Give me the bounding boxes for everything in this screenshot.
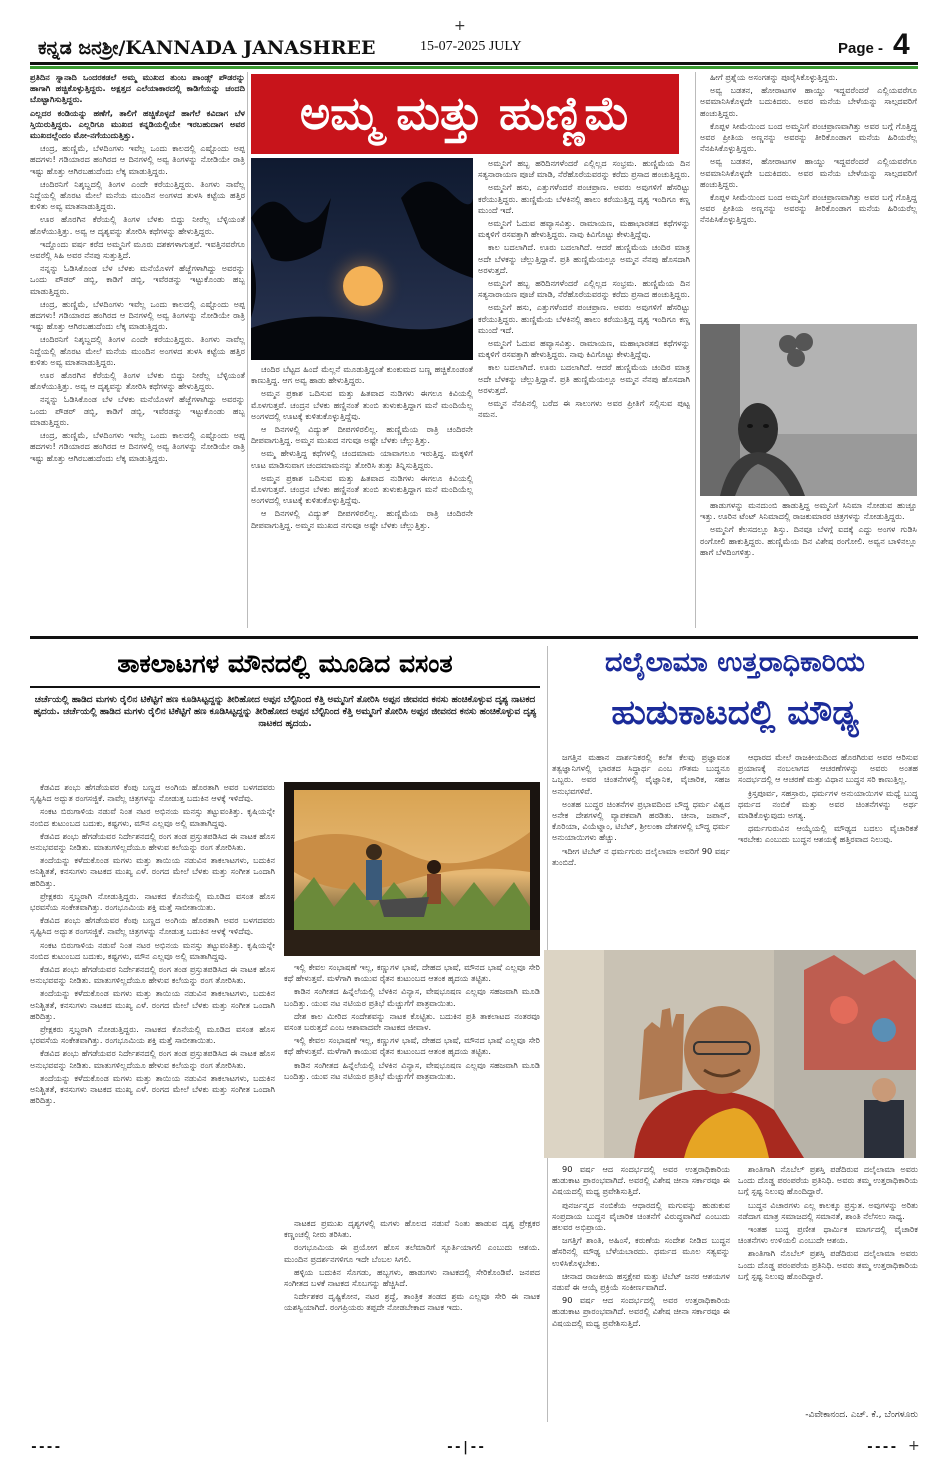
article2-column-2 [284, 962, 540, 1212]
paragraph: ತಂದೆಯನ್ನು ಕಳೆದುಕೊಂಡ ಮಗಳು ಮತ್ತು ತಾಯಿಯ ನಡುವಿನ ತಾಕಲಾಟಗಳು, ಬದುಕಿನ ಅನಿಶ್ಚಿತತೆ, ಕನಸುಗಳು ನಾಟಕದ ಮುಖ್ಯ ಎಳೆ. ರಂಗದ ಮೇಲೆ ಬೆಳಕು ಮತ್ತು ಸಂಗೀತ ಒಂದಾಗಿ ಹರಿದಿತ್ತು. [30, 855, 275, 888]
paragraph: ಕಾಡಿನ ಸಂಗೀತದ ಹಿನ್ನೆಲೆಯಲ್ಲಿ ಬೆಳಕಿನ ವಿನ್ಯಾಸ, ವೇಷಭೂಷಣ ಎಲ್ಲವೂ ಸಹಜವಾಗಿ ಮೂಡಿ ಬಂದಿತ್ತು. ಯುವ ನಟ ನಟಿಯರ ಪ್ರತಿಭೆ ಮೆಚ್ಚುಗೆಗೆ ಪಾತ್ರವಾಯಿತು. [284, 1059, 540, 1081]
paragraph: ಕೊಪ್ಪಳ ಸೀಮೆಯಿಂದ ಬಂದ ಅಮ್ಮನಿಗೆ ಪಂಚಪ್ರಾಣವಾಗಿತ್ತು ಅವರ ಬಗ್ಗೆ ಗೊತ್ತಿದ್ದ ಅವರ ಪ್ರೀತಿಯ ಅಣ್ಣನನ್ನು ಅವರನ್ನು ತೀರಿಕೊಂಡಾಗ ಮನೆಯ ಹಿರಿಯರೆಲ್ಲ ನೆನಪಿಸಿಕೊಳ್ಳುತ್ತಿದ್ದರು. [700, 120, 917, 154]
footer-center-mark: --|-- [446, 1440, 486, 1455]
paragraph: ಚಂದಿರ ಬೆಟ್ಟದ ಹಿಂದೆ ಮೆಲ್ಲನೆ ಮೂಡುತ್ತಿದ್ದಂತೆ ಕುಂಕುಮದ ಬಣ್ಣ ಹಚ್ಚಿಕೊಂಡಂತೆ ಕಾಣುತ್ತಿದ್ದ. ಆಗ ಅವ್ವ ಹಾಡು ಹೇಳುತ್ತಿದ್ದರು. [251, 364, 473, 386]
paragraph: ಜಗತ್ತಿನ ಮಹಾನ ದಾರ್ಶನಿಕರಲ್ಲಿ ಕಲೆತ ಕೆಲವು ಪ್ರಜ್ಞಾವಂತ ತತ್ವಜ್ಞಾನಿಗಳಲ್ಲಿ ಭಾರತದ ಸಿದ್ಧಾರ್ಥ ಎಂಬ ಗೌತಮ ಬುದ್ಧನೂ ಒಬ್ಬರು. ಅವರ ಚಿಂತನೆಗಳಲ್ಲಿ ವೈಜ್ಞಾನಿಕ, ವೈಚಾರಿಕ, ಸಹಜ ಅನುಭವಗಳಿವೆ. [552, 752, 730, 796]
paragraph: ಅಮ್ಮನಿಗೆ ಹಬ್ಬ ಹರಿದಿನಗಳೆಂದರೆ ಎಲ್ಲಿಲ್ಲದ ಸಂಭ್ರಮ. ಹುಣ್ಣಿಮೆಯ ದಿನ ಸತ್ಯನಾರಾಯಣ ಪೂಜೆ ಮಾಡಿ, ನೆರೆಹೊರೆಯವರನ್ನು ಕರೆದು ಪ್ರಸಾದ ಹಂಚುತ್ತಿದ್ದರು. [478, 158, 690, 180]
dalai-lama-photo [544, 950, 916, 1158]
paragraph: ಕಾಡಿನ ಸಂಗೀತದ ಹಿನ್ನೆಲೆಯಲ್ಲಿ ಬೆಳಕಿನ ವಿನ್ಯಾಸ, ವೇಷಭೂಷಣ ಎಲ್ಲವೂ ಸಹಜವಾಗಿ ಮೂಡಿ ಬಂದಿತ್ತು. ಯುವ ನಟ ನಟಿಯರ ಪ್ರತಿಭೆ ಮೆಚ್ಚುಗೆಗೆ ಪಾತ್ರವಾಯಿತು. [284, 986, 540, 1008]
paragraph: ಅಮ್ಮನ ಪ್ರಕಾಶ ಒದಿಸುವ ಮತ್ತು ಹಿತವಾದ ನುಡಿಗಳು ಈಗಲೂ ಕಿವಿಯಲ್ಲಿ ಮೊಳಗುತ್ತವೆ. ಚಂದ್ರನ ಬೆಳಕು ಹಣ್ಣಿನಂತೆ ತುಂಬಿ ತುಳುಕುತ್ತಿದ್ದಾಗ ಮನೆ ಮಂದಿಯೆಲ್ಲ ಅಂಗಳದಲ್ಲಿ ಊಟಕ್ಕೆ ಕುಳಿತುಕೊಳ್ಳುತ್ತಿದ್ದೆವು. [251, 472, 473, 506]
lead-text: ಚರ್ಚೆಯಲ್ಲಿ ಹಾಡಿದ ಮಗಳು ರೈಲಿನ ಟಿಕೆಟ್ಟಿಗೆ ಹಣ ಕೂಡಿಸಿಟ್ಟದ್ದನ್ನು ತೀರಿಹೋದ ಅಪ್ಪನ ಬೆಲ್ಟಿನಿಂದ ಕೆತ್ತಿ ಅಮ್ಮನಿಗೆ ತೋರಿಸಿ ಅಪ್ಪನ ಜೀವನದ ಕನಸು ಹಂಚಿಕೊಳ್ಳುವ ದೃಶ್ಯ ನಾಟಕದ ಹೃದಯ. [62, 707, 537, 729]
paragraph: ಬುದ್ಧನ ವಿಚಾರಗಳು ಎಲ್ಲ ಕಾಲಕ್ಕೂ ಪ್ರಸ್ತುತ. ಅವುಗಳನ್ನು ಅರಿತು ನಡೆದಾಗ ಮಾತ್ರ ಸಮಾಜದಲ್ಲಿ ಸಮಾನತೆ, ಶಾಂತಿ ನೆಲೆಸಲು ಸಾಧ್ಯ. [738, 1199, 918, 1221]
paper-name: KANNADA JANASHREE [125, 37, 376, 59]
paragraph: ಚೀನಾದ ರಾಜಕೀಯ ಹಸ್ತಕ್ಷೇಪ ಮತ್ತು ಟಿಬೆಟ್ ಜನರ ಆಶಯಗಳ ನಡುವೆ ಈ ಆಯ್ಕೆ ಪ್ರಕ್ರಿಯೆ ಸಂಕೀರ್ಣವಾಗಿದೆ. [552, 1270, 730, 1293]
paragraph: ಚಂದ್ರ, ಹುಣ್ಣಿಮೆ, ಬೆಳದಿಂಗಳು ಇವೆಲ್ಲ ಒಂದು ಕಾಲದಲ್ಲಿ ಎಷ್ಟೊಂದು ಅಪ್ಪ ಹದಗಳು! ಗಡಿಯಾರದ ಹಂಗಿರದ ಆ ದಿನಗಳಲ್ಲಿ ಅವ್ವ ತಿಂಗಳನ್ನು ನೋಡಿಯೇ ರಾತ್ರಿ ಇಷ್ಟು ಹೊತ್ತು ಆಗಿರಬಹುದೆಂದು ಲೆಕ್ಕ ಮಾಡುತ್ತಿದ್ದರು. [30, 298, 245, 332]
article1-column-1 [30, 72, 245, 628]
paragraph: ಅವ್ವ ಬಡತನ, ಹೋರಾಟಗಳ ಹಾಯ್ದು ಇದ್ದವರೆಂದರೆ ಎಲ್ಲಿಯವರೆಗೂ ಅವಮಾನಿಸಿಕೊಳ್ಳದೇ ಬದುಕಿದರು. ಅವರ ಮನೆಯ ಬೇಳೆಯನ್ನು ಸಾಲ್ಗದವರಿಗೆ ಹಂಚುತ್ತಿದ್ದರು. [700, 156, 917, 189]
paragraph: ಅಮ್ಮ ಹೇಳುತ್ತಿದ್ದ ಕಥೆಗಳಲ್ಲಿ ಚಂದಮಾಮ ಯಾವಾಗಲೂ ಇರುತ್ತಿದ್ದ. ಮಕ್ಕಳಿಗೆ ಊಟ ಮಾಡಿಸುವಾಗ ಚಂದಮಾಮನನ್ನು ತೋರಿಸಿ ತುತ್ತು ತಿನ್ನಿಸುತ್ತಿದ್ದರು. [251, 448, 473, 470]
paragraph: ಇಲ್ಲಿ ಕೇವಲ ಸಂಭಾಷಣೆ ಇಲ್ಲ, ಕಣ್ಣುಗಳ ಭಾಷೆ, ದೇಹದ ಭಾಷೆ, ಮೌನದ ಭಾಷೆ ಎಲ್ಲವೂ ಸೇರಿ ಕಥೆ ಹೇಳುತ್ತವೆ. ಮಳೆಗಾಗಿ ಕಾಯುವ ರೈತನ ಕುಟುಂಬದ ಆತಂಕ ಹೃದಯ ತಟ್ಟಿತು. [284, 962, 540, 984]
article3-headline-line1: ದಲೈಲಾಮಾ ಉತ್ತರಾಧಿಕಾರಿಯ [605, 647, 865, 678]
paragraph: ಅಮ್ಮನಿಗೆ ಓದುವ ಹವ್ಯಾಸವಿತ್ತು. ರಾಮಾಯಣ, ಮಹಾಭಾರತದ ಕಥೆಗಳನ್ನು ಮಕ್ಕಳಿಗೆ ರಸವತ್ತಾಗಿ ಹೇಳುತ್ತಿದ್ದರು. ನಾವು ಕಿವಿಗೊಟ್ಟು ಕೇಳುತ್ತಿದ್ದೆವು. [478, 218, 690, 240]
paragraph: ನಾಟಕದ ಪ್ರಮುಖ ದೃಶ್ಯಗಳಲ್ಲಿ ಮಗಳು ಹೊಲದ ನಡುವೆ ನಿಂತು ಹಾಡುವ ದೃಶ್ಯ ಪ್ರೇಕ್ಷಕರ ಕಣ್ಣಂಚಲ್ಲಿ ನೀರು ತರಿಸಿತು. [284, 1218, 540, 1240]
headline-text: ಅಮ್ಮ ಮತ್ತು ಹುಣ್ಣಿಮೆ [299, 86, 631, 140]
article3-column-4 [738, 1164, 918, 1408]
paragraph: ಸಂಕಟ ಬಿರುಗಾಳಿಯ ನಡುವೆ ನಿಂತ ನಟರ ಅಭಿನಯ ಮನಸ್ಸು ತಟ್ಟುವಂತಿತ್ತು. ಕೃಷಿಯನ್ನೇ ನಂಬಿದ ಕುಟುಂಬದ ಬದುಕು, ಕಷ್ಟಗಳು, ಮೌನ ಎಲ್ಲವೂ ಅಲ್ಲಿ ಮಾತಾಗಿದ್ದವು. [30, 806, 275, 828]
moon-photo [251, 158, 473, 360]
paragraph: ಆಧಾರದ ಮೇಲೆ ರಾಜಕೀಯದಿಂದ ಹೊರಗಿರುವ ಅವರ ಆರಿಸುವ ಪ್ರಯಾಣಕ್ಕೆ ನಂಬಲಾಗದ ಆಚರಣೆಗಳನ್ನು ಅವರು ಅಂತಹ ಸಂದರ್ಭದಲ್ಲಿ ಆ ಆಚರಣೆ ಮತ್ತು ವಿಧಾನ ಬುದ್ಧನ ಸರಿ ಕಾಣುತ್ತಿಲ್ಲ. [738, 752, 918, 785]
paragraph: ನಿರ್ದೇಶಕರ ದೃಷ್ಟಿಕೋನ, ನಟರ ಶ್ರದ್ಧೆ, ತಾಂತ್ರಿಕ ತಂಡದ ಶ್ರಮ ಎಲ್ಲವೂ ಸೇರಿ ಈ ನಾಟಕ ಯಶಸ್ವಿಯಾಗಿದೆ. ರಂಗಪ್ರಿಯರು ತಪ್ಪದೇ ನೋಡಬೇಕಾದ ನಾಟಕ ಇದು. [284, 1291, 540, 1313]
article2-column-1 [30, 782, 275, 1422]
section-rule [30, 636, 918, 639]
paragraph: ಕೆಡವಿದ ಶಂಭು ಹೆಗಡೆಯವರ ನಿರ್ದೇಶನದಲ್ಲಿ ರಂಗ ತಂಡ ಪ್ರಸ್ತುತಪಡಿಸಿದ ಈ ನಾಟಕ ಹೊಸ ಅನುಭವವನ್ನು ನೀಡಿತು. ಮಾತುಗಳಿಲ್ಲದೆಯೂ ಹೇಳುವ ಕಲೆಯನ್ನು ರಂಗ ತೋರಿಸಿತು. [30, 1048, 275, 1070]
crop-mark-icon: + [454, 18, 466, 34]
paragraph: ಹಳ್ಳಿಯ ಬದುಕಿನ ಸೊಗಡು, ಹಬ್ಬಗಳು, ಹಾಡುಗಳು ನಾಟಕದಲ್ಲಿ ಸೇರಿಕೊಂಡಿವೆ. ಜನಪದ ಸಂಗೀತದ ಬಳಕೆ ನಾಟಕದ ಸೊಬಗನ್ನು ಹೆಚ್ಚಿಸಿದೆ. [284, 1266, 540, 1289]
page-number: 4 [893, 28, 910, 61]
article3-column-1 [552, 752, 730, 944]
paragraph: ಅಮ್ಮನಿಗೆ ಓದುವ ಹವ್ಯಾಸವಿತ್ತು. ರಾಮಾಯಣ, ಮಹಾಭಾರತದ ಕಥೆಗಳನ್ನು ಮಕ್ಕಳಿಗೆ ರಸವತ್ತಾಗಿ ಹೇಳುತ್ತಿದ್ದರು. ನಾವು ಕಿವಿಗೊಟ್ಟು ಕೇಳುತ್ತಿದ್ದೆವು. [478, 338, 690, 360]
paragraph: ಇಂತಹ ಬುದ್ಧ ಪ್ರಣೀತ ಧಾರ್ಮಿಕ ಮಾರ್ಗದಲ್ಲಿ ವೈಚಾರಿಕ ಚಿಂತನೆಗಳು ಉಳಿಯಲಿ ಎಂಬುದೇ ಆಶಯ. [738, 1224, 918, 1246]
paragraph: ಅಮ್ಮನಿಗೆ ಹಸು, ಎತ್ತುಗಳೆಂದರೆ ಪಂಚಪ್ರಾಣ. ಅವರು ಅವುಗಳಿಗೆ ಹೆಸರಿಟ್ಟು ಕರೆಯುತ್ತಿದ್ದರು. ಹುಣ್ಣಿಮೆಯ ಬೆಳಕಿನಲ್ಲಿ ಹಾಲು ಕರೆಯುತ್ತಿದ್ದ ದೃಶ್ಯ ಇಂದಿಗೂ ಕಣ್ಣ ಮುಂದೆ ಇದೆ. [478, 182, 690, 215]
article1-column-4 [700, 72, 917, 320]
paragraph: ದೇಶ ಕಾಲ ಮೀರಿದ ಸಂದೇಶವನ್ನು ನಾಟಕ ಕೊಟ್ಟಿತು. ಬದುಕಿನ ಪ್ರತಿ ತಾಕಲಾಟದ ನಂತರವೂ ವಸಂತ ಬರುತ್ತದೆ ಎಂಬ ಆಶಾವಾದವೇ ನಾಟಕದ ಜೀವಾಳ. [284, 1010, 540, 1033]
paragraph: ಊರ ಹೊರಗಿನ ಕೆರೆಯಲ್ಲಿ ತಿಂಗಳ ಬೆಳಕು ಬಿದ್ದು ನೀರೆಲ್ಲ ಬೆಳ್ಳಿಯಂತೆ ಹೊಳೆಯುತ್ತಿತ್ತು. ಅವ್ವ ಆ ದೃಶ್ಯವನ್ನು ತೋರಿಸಿ ಕಥೆಗಳನ್ನು ಹೇಳುತ್ತಿದ್ದರು. [30, 214, 245, 236]
crop-mark-icon: + [908, 1438, 920, 1454]
article1-column-2 [251, 364, 473, 628]
paragraph: ಅಂತಹ ಬುದ್ಧರ ಚಿಂತನೆಗಳ ಪ್ರಭಾವದಿಂದ ಬೌದ್ಧ ಧರ್ಮ ವಿಶ್ವದ ಅನೇಕ ದೇಶಗಳಲ್ಲಿ ವ್ಯಾಪಕವಾಗಿ ಹರಡಿತು. ಚೀನಾ, ಜಪಾನ್, ಕೊರಿಯಾ, ವಿಯೆಟ್ನಾಂ, ಟಿಬೆಟ್, ಶ್ರೀಲಂಕಾ ದೇಶಗಳಲ್ಲಿ ಬೌದ್ಧ ಧರ್ಮ ಅನುಯಾಯಿಗಳು ಹೆಚ್ಚು. [552, 798, 730, 843]
paragraph: ಹೀಗೆ ಪ್ರಶ್ನೆಯ ಅಸಂಗತನ್ನು ಪೂರೈಸಿಕೊಳ್ಳುತ್ತಿದ್ದರು. [710, 72, 838, 82]
footer-left-mark: ---- [30, 1440, 62, 1455]
paragraph: ಪ್ರತಿದಿನ ಸ್ನಾನಾದಿ ಒಂದರಕಡಲೆ ಅಮ್ಮ ಮುಖದ ತುಂಬ ಪಾಂಡ್ಸ್ ಪೌಡರನ್ನು ಹಾಗಾಗಿ ಹಚ್ಚಿಕೊಳ್ಳುತ್ತಿದ್ದರು. ಅಕ್ಷತ್ತದ ಎಲೆಯಾಕಾರದಲ್ಲಿ ಕಾಡಿಗೆಯನ್ನು ಚಂದದಿ ಬೊಟ್ಟಾಗಿಸುತ್ತಿದ್ದರು. [30, 72, 245, 105]
masthead-separator: / [118, 37, 126, 59]
paragraph: ತಂದೆಯನ್ನು ಕಳೆದುಕೊಂಡ ಮಗಳು ಮತ್ತು ತಾಯಿಯ ನಡುವಿನ ತಾಕಲಾಟಗಳು, ಬದುಕಿನ ಅನಿಶ್ಚಿತತೆ, ಕನಸುಗಳು ನಾಟಕದ ಮುಖ್ಯ ಎಳೆ. ರಂಗದ ಮೇಲೆ ಬೆಳಕು ಮತ್ತು ಸಂಗೀತ ಒಂದಾಗಿ ಹರಿದಿತ್ತು. [30, 988, 275, 1021]
article1-column-3 [478, 158, 690, 628]
paragraph: ಅಮ್ಮನ ಪ್ರಕಾಶ ಒದಿಸುವ ಮತ್ತು ಹಿತವಾದ ನುಡಿಗಳು ಈಗಲೂ ಕಿವಿಯಲ್ಲಿ ಮೊಳಗುತ್ತವೆ. ಚಂದ್ರನ ಬೆಳಕು ಹಣ್ಣಿನಂತೆ ತುಂಬಿ ತುಳುಕುತ್ತಿದ್ದಾಗ ಮನೆ ಮಂದಿಯೆಲ್ಲ ಅಂಗಳದಲ್ಲಿ ಊಟಕ್ಕೆ ಕುಳಿತುಕೊಳ್ಳುತ್ತಿದ್ದೆವು. [251, 388, 473, 421]
paragraph: ತಂದೆಯನ್ನು ಕಳೆದುಕೊಂಡ ಮಗಳು ಮತ್ತು ತಾಯಿಯ ನಡುವಿನ ತಾಕಲಾಟಗಳು, ಬದುಕಿನ ಅನಿಶ್ಚಿತತೆ, ಕನಸುಗಳು ನಾಟಕದ ಮುಖ್ಯ ಎಳೆ. ರಂಗದ ಮೇಲೆ ಬೆಳಕು ಮತ್ತು ಸಂಗೀತ ಒಂದಾಗಿ ಹರಿದಿತ್ತು. [30, 1072, 275, 1106]
footer-right-mark: ---- [866, 1440, 898, 1455]
paragraph: ರಂಗಭೂಮಿಯ ಈ ಪ್ರಯೋಗ ಹೊಸ ತಲೆಮಾರಿಗೆ ಸ್ಪೂರ್ತಿಯಾಗಲಿ ಎಂಬುದು ಆಶಯ. ಮುಂದಿನ ಪ್ರದರ್ಶನಗಳಿಗೂ ಇದೇ ಬೆಂಬಲ ಸಿಗಲಿ. [284, 1242, 540, 1264]
full-moon-image [251, 158, 473, 360]
paragraph: ಕೆಡವಿದ ಶಂಭು ಹೆಗಡೆಯವರ ನಿರ್ದೇಶನದಲ್ಲಿ ರಂಗ ತಂಡ ಪ್ರಸ್ತುತಪಡಿಸಿದ ಈ ನಾಟಕ ಹೊಸ ಅನುಭವವನ್ನು ನೀಡಿತು. ಮಾತುಗಳಿಲ್ಲದೆಯೂ ಹೇಳುವ ಕಲೆಯನ್ನು ರಂಗ ತೋರಿಸಿತು. [30, 964, 275, 986]
paragraph: ಅಮ್ಮನಿಗೆ ಹಬ್ಬ ಹರಿದಿನಗಳೆಂದರೆ ಎಲ್ಲಿಲ್ಲದ ಸಂಭ್ರಮ. ಹುಣ್ಣಿಮೆಯ ದಿನ ಸತ್ಯನಾರಾಯಣ ಪೂಜೆ ಮಾಡಿ, ನೆರೆಹೊರೆಯವರನ್ನು ಕರೆದು ಪ್ರಸಾದ ಹಂಚುತ್ತಿದ್ದರು. [478, 278, 690, 300]
dalai-lama-image [544, 950, 916, 1158]
paragraph: ಸಂಕಟ ಬಿರುಗಾಳಿಯ ನಡುವೆ ನಿಂತ ನಟರ ಅಭಿನಯ ಮನಸ್ಸು ತಟ್ಟುವಂತಿತ್ತು. ಕೃಷಿಯನ್ನೇ ನಂಬಿದ ಕುಟುಂಬದ ಬದುಕು, ಕಷ್ಟಗಳು, ಮೌನ ಎಲ್ಲವೂ ಅಲ್ಲಿ ಮಾತಾಗಿದ್ದವು. [30, 939, 275, 961]
paragraph: ನನ್ನನ್ನು ಓಡಿಸಿಕೊಂಡ ಬೆಳ ಬೆಳಕು ಮನೆಯೊಳಗೆ ಹೆಜ್ಜೆಗಳಾಗಿದ್ದು ಅವರನ್ನು ಒಂದು ಪೌಡರ್ ಡಬ್ಬಿ, ಕಾಡಿಗೆ ಡಬ್ಬಿ, ಇವೆರಡನ್ನು ಇಟ್ಟುಕೊಂಡು ಹಬ್ಬ ಮಾಡುತ್ತಿದ್ದರು. [30, 263, 245, 296]
article3-column-3 [552, 1164, 730, 1422]
article2-headline: ತಾಕಲಾಟಗಳ ಮೌನದಲ್ಲಿ ಮೂಡಿದ ವಸಂತ [117, 649, 453, 678]
paragraph: ಇದ್ದೊಂದು ವರ್ಷ ಕರೆದ ಅಮ್ಮನಿಗೆ ಮೂರು ದಶಕಗಳಾಗುತ್ತವೆ. ಇವತ್ತಿನವರೆಗೂ ಅವರೆಲ್ಲಿ ಸಿಹಿ ಅವರ ನೆನಪು ಸುತ್ತುತ್ತಿದೆ. [30, 238, 245, 261]
article2-rule [30, 686, 540, 688]
logo-text: ಕನ್ನಡ ಜನಶ್ರೀ [38, 37, 119, 59]
paragraph: ಆ ದಿನಗಳಲ್ಲಿ ವಿದ್ಯುತ್ ದೀಪಗಳಿರಲಿಲ್ಲ. ಹುಣ್ಣಿಮೆಯ ರಾತ್ರಿ ಚಂದಿರನೇ ದೀಪವಾಗುತ್ತಿದ್ದ. ಅಮ್ಮನ ಮುಖದ ನಗುವೂ ಅಷ್ಟೇ ಬೆಳಕು ಚೆಲ್ಲುತ್ತಿತ್ತು. [251, 508, 473, 530]
paragraph: ಚಂದ್ರ, ಹುಣ್ಣಿಮೆ, ಬೆಳದಿಂಗಳು ಇವೆಲ್ಲ ಒಂದು ಕಾಲದಲ್ಲಿ ಎಷ್ಟೊಂದು ಅಪ್ಪ ಹದಗಳು! ಗಡಿಯಾರದ ಹಂಗಿರದ ಆ ದಿನಗಳಲ್ಲಿ ಅವ್ವ ತಿಂಗಳನ್ನು ನೋಡಿಯೇ ರಾತ್ರಿ ಇಷ್ಟು ಹೊತ್ತು ಆಗಿರಬಹುದೆಂದು ಲೆಕ್ಕ ಮಾಡುತ್ತಿದ್ದರು. [30, 143, 245, 176]
paragraph: ಪ್ರೇಕ್ಷಕರು ಸ್ತಬ್ಧರಾಗಿ ನೋಡುತ್ತಿದ್ದರು. ನಾಟಕದ ಕೊನೆಯಲ್ಲಿ ಮೂಡಿದ ವಸಂತ ಹೊಸ ಭರವಸೆಯ ಸಂಕೇತವಾಗಿತ್ತು. ರಂಗಭೂಮಿಯ ಶಕ್ತಿ ಮತ್ತೆ ಸಾಬೀತಾಯಿತು. [30, 890, 275, 913]
theatre-stage-photo [284, 782, 540, 956]
paragraph: ಎಲ್ಲದರ ಕಂಡಿಯನ್ನು ಹಣೆಗೆ, ತಾಲಿಗೆ ಹಚ್ಚಿಕೊಳ್ಳದೆ ಹಾಗೆಲೆ ಕವಿದಾಗ ಬೆಳ ಸ್ತಿಯಿರುತ್ತಿದ್ದರು. ಎಲ್ಲರಿಗೂ ಮುಖದ ಕನ್ನಡಿಯಲ್ಲಿಯೇ ಇರಬಹುದಾಗ ಅವರ ಮುಖದಲ್ಲೆಂದಂ ಮೋ-ನಗೆಯುದುತ್ತಿತ್ತು. [30, 107, 245, 141]
paragraph: ಅಮ್ಮನಿಗೆ ಹಸು, ಎತ್ತುಗಳೆಂದರೆ ಪಂಚಪ್ರಾಣ. ಅವರು ಅವುಗಳಿಗೆ ಹೆಸರಿಟ್ಟು ಕರೆಯುತ್ತಿದ್ದರು. ಹುಣ್ಣಿಮೆಯ ಬೆಳಕಿನಲ್ಲಿ ಹಾಲು ಕರೆಯುತ್ತಿದ್ದ ದೃಶ್ಯ ಇಂದಿಗೂ ಕಣ್ಣ ಮುಂದೆ ಇದೆ. [478, 302, 690, 335]
paragraph: ಧರ್ಮಗುರುವಿನ ಆಯ್ಕೆಯಲ್ಲಿ ಮೌಢ್ಯದ ಬದಲು ವೈಚಾರಿಕತೆ ಇರಬೇಕು ಎಂಬುದು ಬುದ್ಧನ ಆಶಯಕ್ಕೆ ಹತ್ತಿರವಾದ ನಿಲುವು. [738, 823, 918, 845]
paragraph: ಜಗತ್ತಿಗೆ ಶಾಂತಿ, ಅಹಿಂಸೆ, ಕರುಣೆಯ ಸಂದೇಶ ನೀಡಿದ ಬುದ್ಧನ ಹೆಸರಿನಲ್ಲಿ ಮೌಢ್ಯ ಬೆಳೆಯಬಾರದು. ಧರ್ಮದ ಮೂಲ ಸತ್ವವನ್ನು ಉಳಿಸಿಕೊಳ್ಳಬೇಕು. [552, 1235, 730, 1268]
paragraph: ಕೆಡವಿದ ಶಂಭು ಹೆಗಡೆಯವರ ನಿರ್ದೇಶನದಲ್ಲಿ ರಂಗ ತಂಡ ಪ್ರಸ್ತುತಪಡಿಸಿದ ಈ ನಾಟಕ ಹೊಸ ಅನುಭವವನ್ನು ನೀಡಿತು. ಮಾತುಗಳಿಲ್ಲದೆಯೂ ಹೇಳುವ ಕಲೆಯನ್ನು ರಂಗ ತೋರಿಸಿತು. [30, 830, 275, 853]
paragraph: ಅಮ್ಮನ ನೆನಪಿನಲ್ಲಿ ಬರೆದ ಈ ಸಾಲುಗಳು ಅವರ ಪ್ರೀತಿಗೆ ಸಲ್ಲಿಸುವ ಪುಟ್ಟ ನಮನ. [478, 398, 690, 420]
paragraph: ಕ್ರಿಸ್ತಪೂರ್ವ, ಸಹಸ್ರಾರು, ಧರ್ಮಗಳ ಅನುಯಾಯಿಗಳ ಮಧ್ಯೆ ಬುದ್ಧ ಧರ್ಮದ ನಂಬಿಕೆ ಮತ್ತು ಅವರ ಚಿಂತನೆಗಳನ್ನು ಅರ್ಥ ಮಾಡಿಕೊಳ್ಳುವುದು ಅಗತ್ಯ. [738, 787, 918, 821]
paragraph: ನನ್ನನ್ನು ಓಡಿಸಿಕೊಂಡ ಬೆಳ ಬೆಳಕು ಮನೆಯೊಳಗೆ ಹೆಜ್ಜೆಗಳಾಗಿದ್ದು ಅವರನ್ನು ಒಂದು ಪೌಡರ್ ಡಬ್ಬಿ, ಕಾಡಿಗೆ ಡಬ್ಬಿ, ಇವೆರಡನ್ನು ಇಟ್ಟುಕೊಂಡು ಹಬ್ಬ ಮಾಡುತ್ತಿದ್ದರು. [30, 394, 245, 427]
paragraph: ಕೊಪ್ಪಳ ಸೀಮೆಯಿಂದ ಬಂದ ಅಮ್ಮನಿಗೆ ಪಂಚಪ್ರಾಣವಾಗಿತ್ತು ಅವರ ಬಗ್ಗೆ ಗೊತ್ತಿದ್ದ ಅವರ ಪ್ರೀತಿಯ ಅಣ್ಣನನ್ನು ಅವರನ್ನು ತೀರಿಕೊಂಡಾಗ ಮನೆಯ ಹಿರಿಯರೆಲ್ಲ ನೆನಪಿಸಿಕೊಳ್ಳುತ್ತಿದ್ದರು. [700, 192, 917, 225]
paragraph: ಪ್ರೇಕ್ಷಕರು ಸ್ತಬ್ಧರಾಗಿ ನೋಡುತ್ತಿದ್ದರು. ನಾಟಕದ ಕೊನೆಯಲ್ಲಿ ಮೂಡಿದ ವಸಂತ ಹೊಸ ಭರವಸೆಯ ಸಂಕೇತವಾಗಿತ್ತು. ರಂಗಭೂಮಿಯ ಶಕ್ತಿ ಮತ್ತೆ ಸಾಬೀತಾಯಿತು. [30, 1024, 275, 1046]
column-divider [247, 72, 248, 628]
paragraph: ಕೆಡವಿದ ಶಂಭು ಹೆಗಡೆಯವರ ಕೆಂಪು ಬಣ್ಣದ ಅಂಗಿಯ ಹೊರತಾಗಿ ಅವರ ಬಳಗದವರು ಸೃಷ್ಟಿಸಿದ ಅದ್ಭುತ ರಂಗಸಜ್ಜಿಕೆ. ನಾವೆಲ್ಲ ಚಿತ್ರಗಳನ್ನು ನೋಡುತ್ತ ಬದುಕಿನ ಆಳಕ್ಕೆ ಇಳಿದೆವು. [30, 782, 275, 804]
paragraph: ಚಂದ್ರ, ಹುಣ್ಣಿಮೆ, ಬೆಳದಿಂಗಳು ಇವೆಲ್ಲ ಒಂದು ಕಾಲದಲ್ಲಿ ಎಷ್ಟೊಂದು ಅಪ್ಪ ಹದಗಳು! ಗಡಿಯಾರದ ಹಂಗಿರದ ಆ ದಿನಗಳಲ್ಲಿ ಅವ್ವ ತಿಂಗಳನ್ನು ನೋಡಿಯೇ ರಾತ್ರಿ ಇಷ್ಟು ಹೊತ್ತು ಆಗಿರಬಹುದೆಂದು ಲೆಕ್ಕ ಮಾಡುತ್ತಿದ್ದರು. [30, 430, 245, 463]
article2-column-3 [284, 1218, 540, 1422]
paragraph: ಚಂದಿರನಿಗೆ ನಿಶ್ಶಬ್ದದಲ್ಲಿ ತಿಂಗಳ ಎಂದೇ ಕರೆಯುತ್ತಿದ್ದರು. ತಿಂಗಳು ನಾವೆಲ್ಲ ನಿದ್ದೆಯಲ್ಲಿ ಹೊರಟ ಮೇಲೆ ಮನೆಯ ಮುಂದಿನ ಅಂಗಳದ ತುಳಸಿ ಕಟ್ಟೆಯ ಹತ್ತಿರ ಕುಳಿತು ಅವ್ವ ಮಾತನಾಡುತ್ತಿದ್ದರು. [30, 334, 245, 367]
mother-portrait-photo [700, 324, 917, 496]
paragraph: 90 ವರ್ಷ ಆದ ಸಂದರ್ಭದಲ್ಲಿ ಅವರ ಉತ್ತರಾಧಿಕಾರಿಯ ಹುಡುಕಾಟ ಪ್ರಾರಂಭವಾಗಿದೆ. ಅವರಲ್ಲಿ ವಿಶೇಷ ಚೀನಾ ಸರ್ಕಾರವೂ ಈ ವಿಷಯದಲ್ಲಿ ಮಧ್ಯ ಪ್ರವೇಶಿಸುತ್ತಿದೆ. [552, 1164, 730, 1197]
column-divider [695, 72, 696, 628]
article3-byline: -ವಿವೇಕಾನಂದ. ಎಚ್. ಕೆ., ಬೆಂಗಳೂರು [805, 1410, 918, 1420]
article1-column-4b [700, 500, 917, 628]
stage-scene-image [284, 782, 540, 956]
article3-headline-line2: ಹುಡುಕಾಟದಲ್ಲಿ ಮೌಢ್ಯ [611, 693, 859, 733]
article1-headline [251, 74, 679, 154]
paragraph: ಇಲ್ಲಿ ಕೇವಲ ಸಂಭಾಷಣೆ ಇಲ್ಲ, ಕಣ್ಣುಗಳ ಭಾಷೆ, ದೇಹದ ಭಾಷೆ, ಮೌನದ ಭಾಷೆ ಎಲ್ಲವೂ ಸೇರಿ ಕಥೆ ಹೇಳುತ್ತವೆ. ಮಳೆಗಾಗಿ ಕಾಯುವ ರೈತನ ಕುಟುಂಬದ ಆತಂಕ ಹೃದಯ ತಟ್ಟಿತು. [284, 1035, 540, 1057]
article2-lead [30, 694, 540, 776]
masthead-title [38, 37, 375, 59]
lead-text: ಚರ್ಚೆಯಲ್ಲಿ ಹಾಡಿದ ಮಗಳು ರೈಲಿನ ಟಿಕೆಟ್ಟಿಗೆ ಹಣ ಕೂಡಿಸಿಟ್ಟದ್ದನ್ನು ತೀರಿಹೋದ ಅಪ್ಪನ ಬೆಲ್ಟಿನಿಂದ ಕೆತ್ತಿ ಅಮ್ಮನಿಗೆ ತೋರಿಸಿ ಅಪ್ಪನ ಜೀವನದ ಕನಸು ಹಂಚಿಕೊಳ್ಳುವ ದೃಶ್ಯ ನಾಟಕದ ಹೃದಯ. [33, 695, 536, 717]
paragraph: ಅವ್ವ ಬಡತನ, ಹೋರಾಟಗಳ ಹಾಯ್ದು ಇದ್ದವರೆಂದರೆ ಎಲ್ಲಿಯವರೆಗೂ ಅವಮಾನಿಸಿಕೊಳ್ಳದೇ ಬದುಕಿದರು. ಅವರ ಮನೆಯ ಬೇಳೆಯನ್ನು ಸಾಲ್ಗದವರಿಗೆ ಹಂಚುತ್ತಿದ್ದರು. [700, 85, 917, 118]
paragraph: ಶಾಂತಿಗಾಗಿ ನೊಬೆಲ್ ಪ್ರಶಸ್ತಿ ಪಡೆದಿರುವ ದಲೈಲಾಮಾ ಅವರು ಒಂದು ದೊಡ್ಡ ಪರಂಪರೆಯ ಪ್ರತಿನಿಧಿ. ಅವರು ತಮ್ಮ ಉತ್ತರಾಧಿಕಾರಿಯ ಬಗ್ಗೆ ಸ್ಪಷ್ಟ ನಿಲುವು ಹೊಂದಿದ್ದಾರೆ. [738, 1164, 918, 1197]
paragraph: ಅಮ್ಮನಿಗೆ ಕೆಲಸದಲ್ಲೂ ಶಿಸ್ತು. ದಿನವೂ ಬೆಳಗ್ಗೆ ಐದಕ್ಕೆ ಎದ್ದು ಅಂಗಳ ಗುಡಿಸಿ ರಂಗೋಲಿ ಹಾಕುತ್ತಿದ್ದರು. ಹುಣ್ಣಿಮೆಯ ದಿನ ವಿಶೇಷ ರಂಗೋಲಿ. ಅವ್ವನ ಬಾಳಿನಲ್ಲೂ ಹಾಗೆ ಬೆಳದಿಂಗಳಿತ್ತು. [700, 524, 917, 557]
paragraph: ಆ ದಿನಗಳಲ್ಲಿ ವಿದ್ಯುತ್ ದೀಪಗಳಿರಲಿಲ್ಲ. ಹುಣ್ಣಿಮೆಯ ರಾತ್ರಿ ಚಂದಿರನೇ ದೀಪವಾಗುತ್ತಿದ್ದ. ಅಮ್ಮನ ಮುಖದ ನಗುವೂ ಅಷ್ಟೇ ಬೆಳಕು ಚೆಲ್ಲುತ್ತಿತ್ತು. [251, 424, 473, 446]
article3-column-2 [738, 752, 918, 944]
issue-date: 15-07-2025 JULY [420, 39, 522, 54]
paragraph: ಚಂದಿರನಿಗೆ ನಿಶ್ಶಬ್ದದಲ್ಲಿ ತಿಂಗಳ ಎಂದೇ ಕರೆಯುತ್ತಿದ್ದರು. ತಿಂಗಳು ನಾವೆಲ್ಲ ನಿದ್ದೆಯಲ್ಲಿ ಹೊರಟ ಮೇಲೆ ಮನೆಯ ಮುಂದಿನ ಅಂಗಳದ ತುಳಸಿ ಕಟ್ಟೆಯ ಹತ್ತಿರ ಕುಳಿತು ಅವ್ವ ಮಾತನಾಡುತ್ತಿದ್ದರು. [30, 178, 245, 212]
paragraph: ಇದೀಗ ಟಿಬೆಟ್ ನ ಧರ್ಮಗುರು ದಲೈಲಾಮಾ ಅವರಿಗೆ 90 ವರ್ಷ ತುಂಬಿದೆ. [552, 845, 730, 867]
paragraph: ಪುನರ್ಜನ್ಮದ ನಂಬಿಕೆಯ ಆಧಾರದಲ್ಲಿ ಮಗುವನ್ನು ಹುಡುಕುವ ಸಂಪ್ರದಾಯ ಬುದ್ಧನ ವೈಚಾರಿಕ ಚಿಂತನೆಗೆ ವಿರುದ್ಧವಾಗಿದೆ ಎಂಬುದು ಹಲವರ ಅಭಿಪ್ರಾಯ. [552, 1199, 730, 1233]
paragraph: ಹಾಡುಗಳನ್ನು ಮನದುಂಬಿ ಹಾಡುತ್ತಿದ್ದ ಅಮ್ಮನಿಗೆ ಸಿನಿಮಾ ನೋಡುವ ಹುಚ್ಚೂ ಇತ್ತು. ಊರಿನ ಟೆಂಟ್ ಸಿನಿಮಾದಲ್ಲಿ ರಾಜಕುಮಾರರ ಚಿತ್ರಗಳನ್ನು ನೋಡುತ್ತಿದ್ದರು. [700, 500, 917, 522]
header-rule [30, 62, 918, 65]
header-rule-green [30, 66, 918, 69]
paragraph: ಶಾಂತಿಗಾಗಿ ನೊಬೆಲ್ ಪ್ರಶಸ್ತಿ ಪಡೆದಿರುವ ದಲೈಲಾಮಾ ಅವರು ಒಂದು ದೊಡ್ಡ ಪರಂಪರೆಯ ಪ್ರತಿನಿಧಿ. ಅವರು ತಮ್ಮ ಉತ್ತರಾಧಿಕಾರಿಯ ಬಗ್ಗೆ ಸ್ಪಷ್ಟ ನಿಲುವು ಹೊಂದಿದ್ದಾರೆ. [738, 1248, 918, 1281]
paragraph: ಕಾಲ ಬದಲಾಗಿದೆ. ಊರು ಬದಲಾಗಿದೆ. ಆದರೆ ಹುಣ್ಣಿಮೆಯ ಚಂದಿರ ಮಾತ್ರ ಅದೇ ಬೆಳಕನ್ನು ಚೆಲ್ಲುತ್ತಿದ್ದಾನೆ. ಪ್ರತಿ ಹುಣ್ಣಿಮೆಯಲ್ಲೂ ಅಮ್ಮನ ನೆನಪು ಹೊಸದಾಗಿ ಅರಳುತ್ತದೆ. [478, 242, 690, 275]
paragraph: ಕಾಲ ಬದಲಾಗಿದೆ. ಊರು ಬದಲಾಗಿದೆ. ಆದರೆ ಹುಣ್ಣಿಮೆಯ ಚಂದಿರ ಮಾತ್ರ ಅದೇ ಬೆಳಕನ್ನು ಚೆಲ್ಲುತ್ತಿದ್ದಾನೆ. ಪ್ರತಿ ಹುಣ್ಣಿಮೆಯಲ್ಲೂ ಅಮ್ಮನ ನೆನಪು ಹೊಸದಾಗಿ ಅರಳುತ್ತದೆ. [478, 362, 690, 395]
paragraph: ಊರ ಹೊರಗಿನ ಕೆರೆಯಲ್ಲಿ ತಿಂಗಳ ಬೆಳಕು ಬಿದ್ದು ನೀರೆಲ್ಲ ಬೆಳ್ಳಿಯಂತೆ ಹೊಳೆಯುತ್ತಿತ್ತು. ಅವ್ವ ಆ ದೃಶ್ಯವನ್ನು ತೋರಿಸಿ ಕಥೆಗಳನ್ನು ಹೇಳುತ್ತಿದ್ದರು. [30, 370, 245, 392]
mother-portrait-image [700, 324, 917, 496]
page-label: Page - [838, 40, 884, 57]
paragraph: 90 ವರ್ಷ ಆದ ಸಂದರ್ಭದಲ್ಲಿ ಅವರ ಉತ್ತರಾಧಿಕಾರಿಯ ಹುಡುಕಾಟ ಪ್ರಾರಂಭವಾಗಿದೆ. ಅವರಲ್ಲಿ ವಿಶೇಷ ಚೀನಾ ಸರ್ಕಾರವೂ ಈ ವಿಷಯದಲ್ಲಿ ಮಧ್ಯ ಪ್ರವೇಶಿಸುತ್ತಿದೆ. [552, 1295, 730, 1328]
paragraph: ಕೆಡವಿದ ಶಂಭು ಹೆಗಡೆಯವರ ಕೆಂಪು ಬಣ್ಣದ ಅಂಗಿಯ ಹೊರತಾಗಿ ಅವರ ಬಳಗದವರು ಸೃಷ್ಟಿಸಿದ ಅದ್ಭುತ ರಂಗಸಜ್ಜಿಕೆ. ನಾವೆಲ್ಲ ಚಿತ್ರಗಳನ್ನು ನೋಡುತ್ತ ಬದುಕಿನ ಆಳಕ್ಕೆ ಇಳಿದೆವು. [30, 915, 275, 937]
